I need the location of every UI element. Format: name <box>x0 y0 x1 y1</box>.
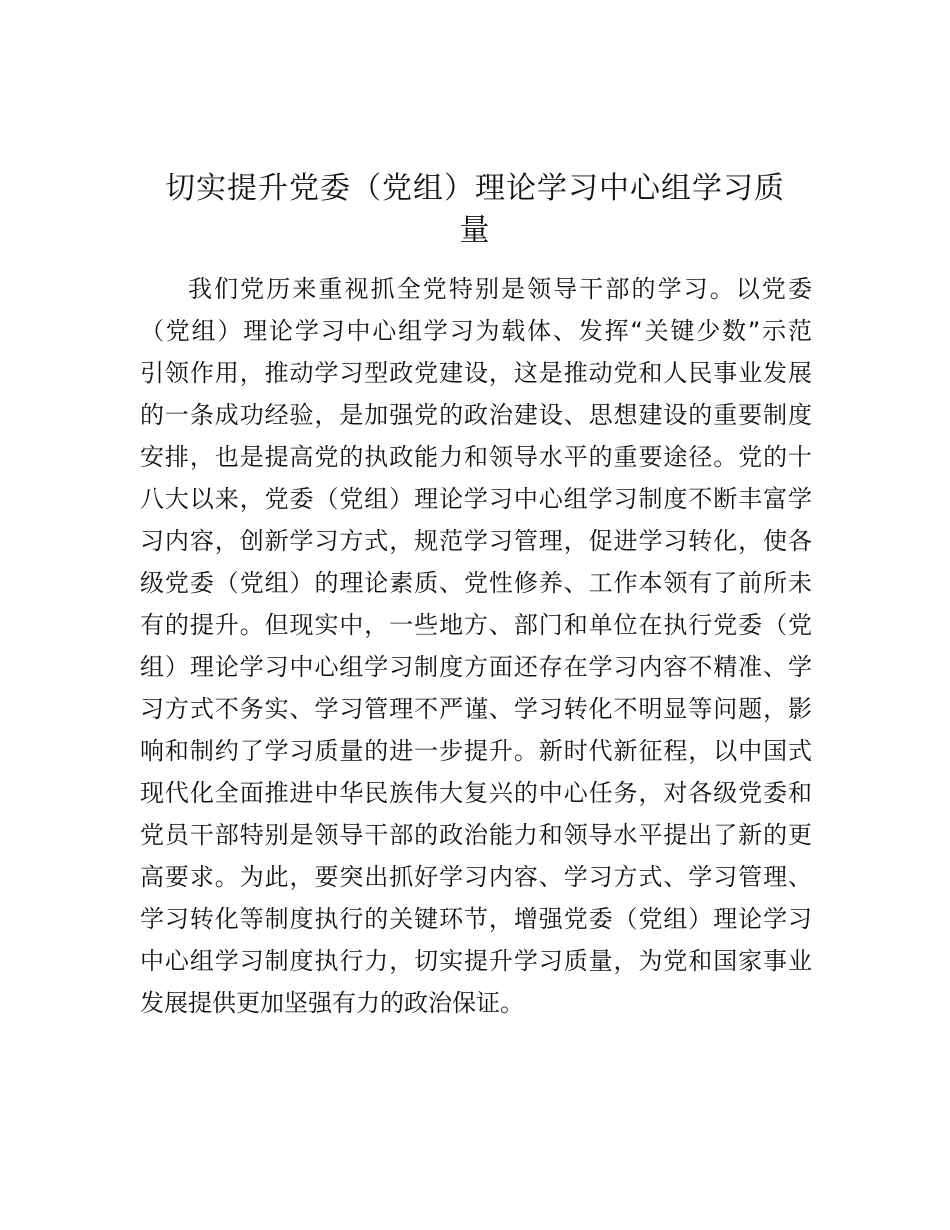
paragraph-line: 响和制约了学习质量的进一步提升。新时代新征程，以中国式 <box>140 737 812 765</box>
paragraph-line: 现代化全面推进中华民族伟大复兴的中心任务，对各级党委和 <box>140 779 812 807</box>
paragraph-line: 安排，也是提高党的执政能力和领导水平的重要途径。党的十 <box>140 443 812 471</box>
paragraph-line: 中心组学习制度执行力，切实提升学习质量，为党和国家事业 <box>140 947 812 975</box>
paragraph-line: 级党委（党组）的理论素质、党性修养、工作本领有了前所未 <box>140 569 812 597</box>
body-paragraph <box>140 268 812 1024</box>
paragraph-line: 我们党历来重视抓全党特别是领导干部的学习。以党委 <box>188 275 812 303</box>
paragraph-line: 党员干部特别是领导干部的政治能力和领导水平提出了新的更 <box>140 821 812 849</box>
title-line-1: 切实提升党委（党组）理论学习中心组学习质 <box>165 171 785 206</box>
paragraph-line: （党组）理论学习中心组学习为载体、发挥“关键少数”示范 <box>140 317 812 345</box>
paragraph-line: 学习转化等制度执行的关键环节，增强党委（党组）理论学习 <box>140 905 812 933</box>
paragraph-line: 习方式不务实、学习管理不严谨、学习转化不明显等问题，影 <box>140 695 812 723</box>
document-title <box>140 168 810 252</box>
paragraph-line: 有的提升。但现实中，一些地方、部门和单位在执行党委（党 <box>140 611 812 639</box>
paragraph-line: 高要求。为此，要突出抓好学习内容、学习方式、学习管理、 <box>140 863 812 891</box>
paragraph-line: 习内容，创新学习方式，规范学习管理，促进学习转化，使各 <box>140 527 812 555</box>
title-line-2: 量 <box>459 213 491 248</box>
paragraph-line: 的一条成功经验，是加强党的政治建设、思想建设的重要制度 <box>140 401 812 429</box>
paragraph-line: 发展提供更加坚强有力的政治保证。 <box>140 989 524 1017</box>
paragraph-line: 引领作用，推动学习型政党建设，这是推动党和人民事业发展 <box>140 359 812 387</box>
paragraph-line: 八大以来，党委（党组）理论学习中心组学习制度不断丰富学 <box>140 485 812 513</box>
paragraph-line: 组）理论学习中心组学习制度方面还存在学习内容不精准、学 <box>140 653 812 681</box>
